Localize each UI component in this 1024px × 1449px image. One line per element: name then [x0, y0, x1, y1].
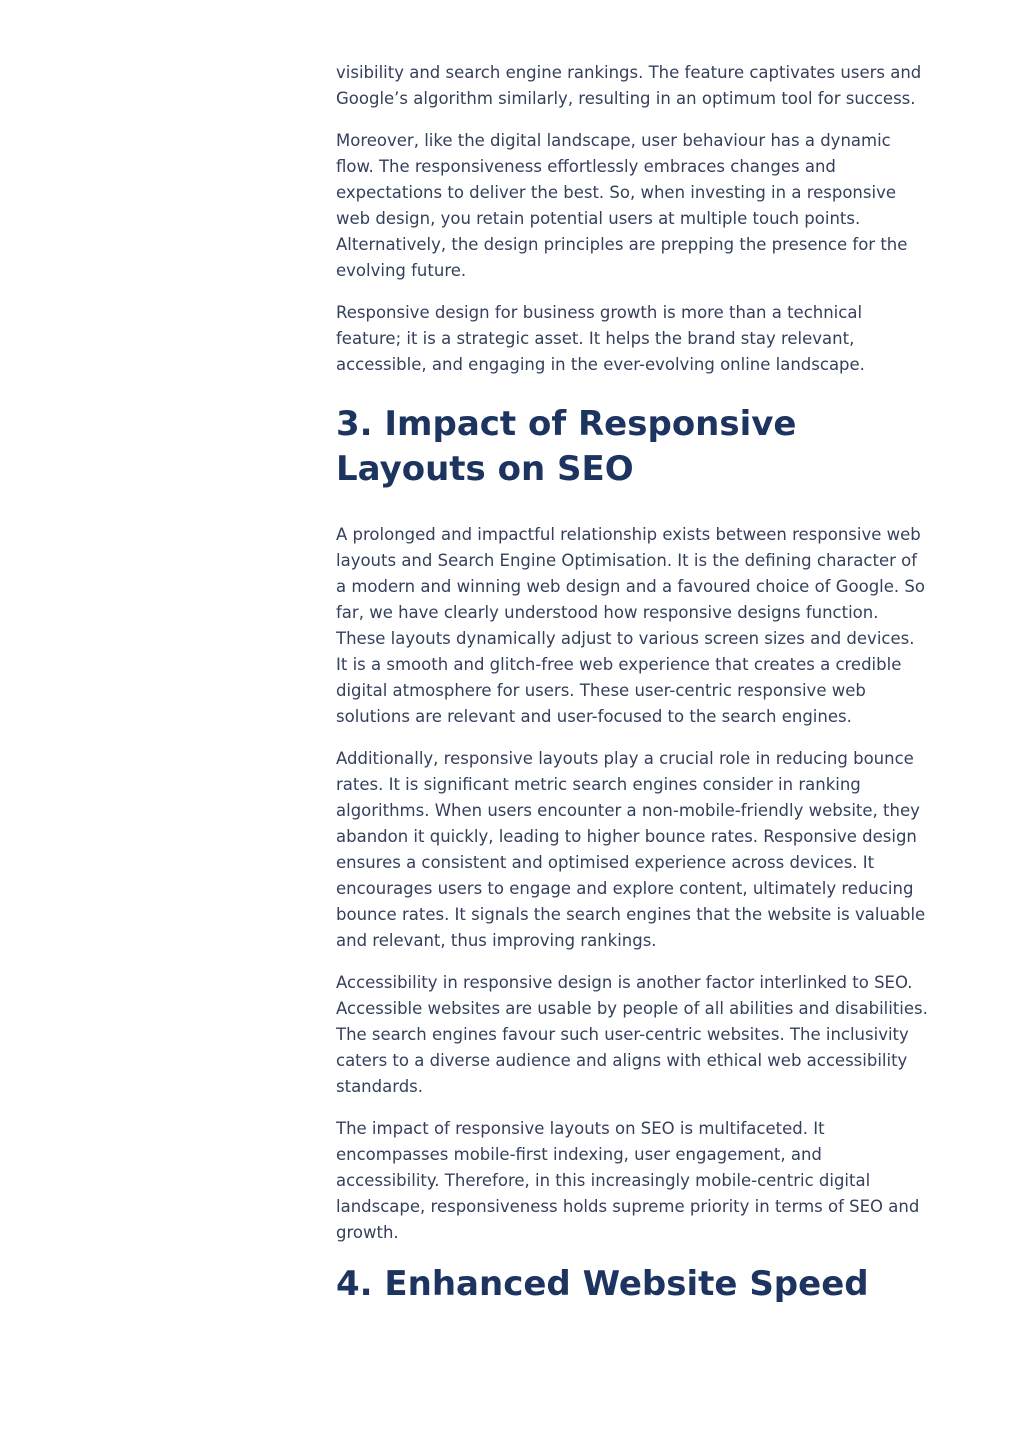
- paragraph-bounce-rates: Additionally, responsive layouts play a crucial role in reducing bounce rates. It is significant metric search engines consider in ranking algorithms. When users encounter a non-mobile-friendly website, they abandon it quickly, leading to higher bounce rates. Responsive design ensures a consistent and optimised experience across devices. It encourages users to engage and explore content, ultimately reducing bounce rates. It signals the search engines that the website is valuable and relevant, thus improving rankings.: [336, 749, 926, 950]
- article-body: [336, 60, 928, 1337]
- section-heading-seo: 3. Impact of Responsive Layouts on SEO: [336, 404, 797, 489]
- paragraph-seo-impact: The impact of responsive layouts on SEO is multifaceted. It encompasses mobile-first indexing, user engagement, and accessibility. Therefore, in this increasingly mobile-centric digital landscape, responsiveness holds supreme priority in terms of SEO and growth.: [336, 1119, 920, 1242]
- paragraph-seo-relationship: A prolonged and impactful relationship exists between responsive web layouts and Search Engine Optimisation. It is the defining character of a modern and winning web design and a favoured choice of Google. So far, we have clearly understood how responsive designs function. These layouts dynamically adjust to various screen sizes and devices. It is a smooth and glitch-free web experience that creates a credible digital atmosphere for users. These user-centric responsive web solutions are relevant and user-focused to the search engines.: [336, 525, 925, 726]
- paragraph-user-behaviour: Moreover, like the digital landscape, user behaviour has a dynamic flow. The responsiveness effortlessly embraces changes and expectations to deliver the best. So, when investing in a responsive web design, you retain potential users at multiple touch points. Alternatively, the design principles are prepping the presence for the evolving future.: [336, 131, 908, 280]
- section-heading-speed: 4. Enhanced Website Speed: [336, 1264, 869, 1304]
- paragraph-accessibility: Accessibility in responsive design is another factor interlinked to SEO. Accessible websites are usable by people of all abilities and disabilities. The search engines favour such user-centric websites. The inclusivity caters to a diverse audience and aligns with ethical web accessibility standards.: [336, 973, 928, 1096]
- paragraph-visibility: visibility and search engine rankings. The feature captivates users and Google’s algorithm similarly, resulting in an optimum tool for success.: [336, 63, 922, 108]
- paragraph-strategic-asset: Responsive design for business growth is more than a technical feature; it is a strategic asset. It helps the brand stay relevant, accessible, and engaging in the ever-evolving online landscape.: [336, 303, 865, 374]
